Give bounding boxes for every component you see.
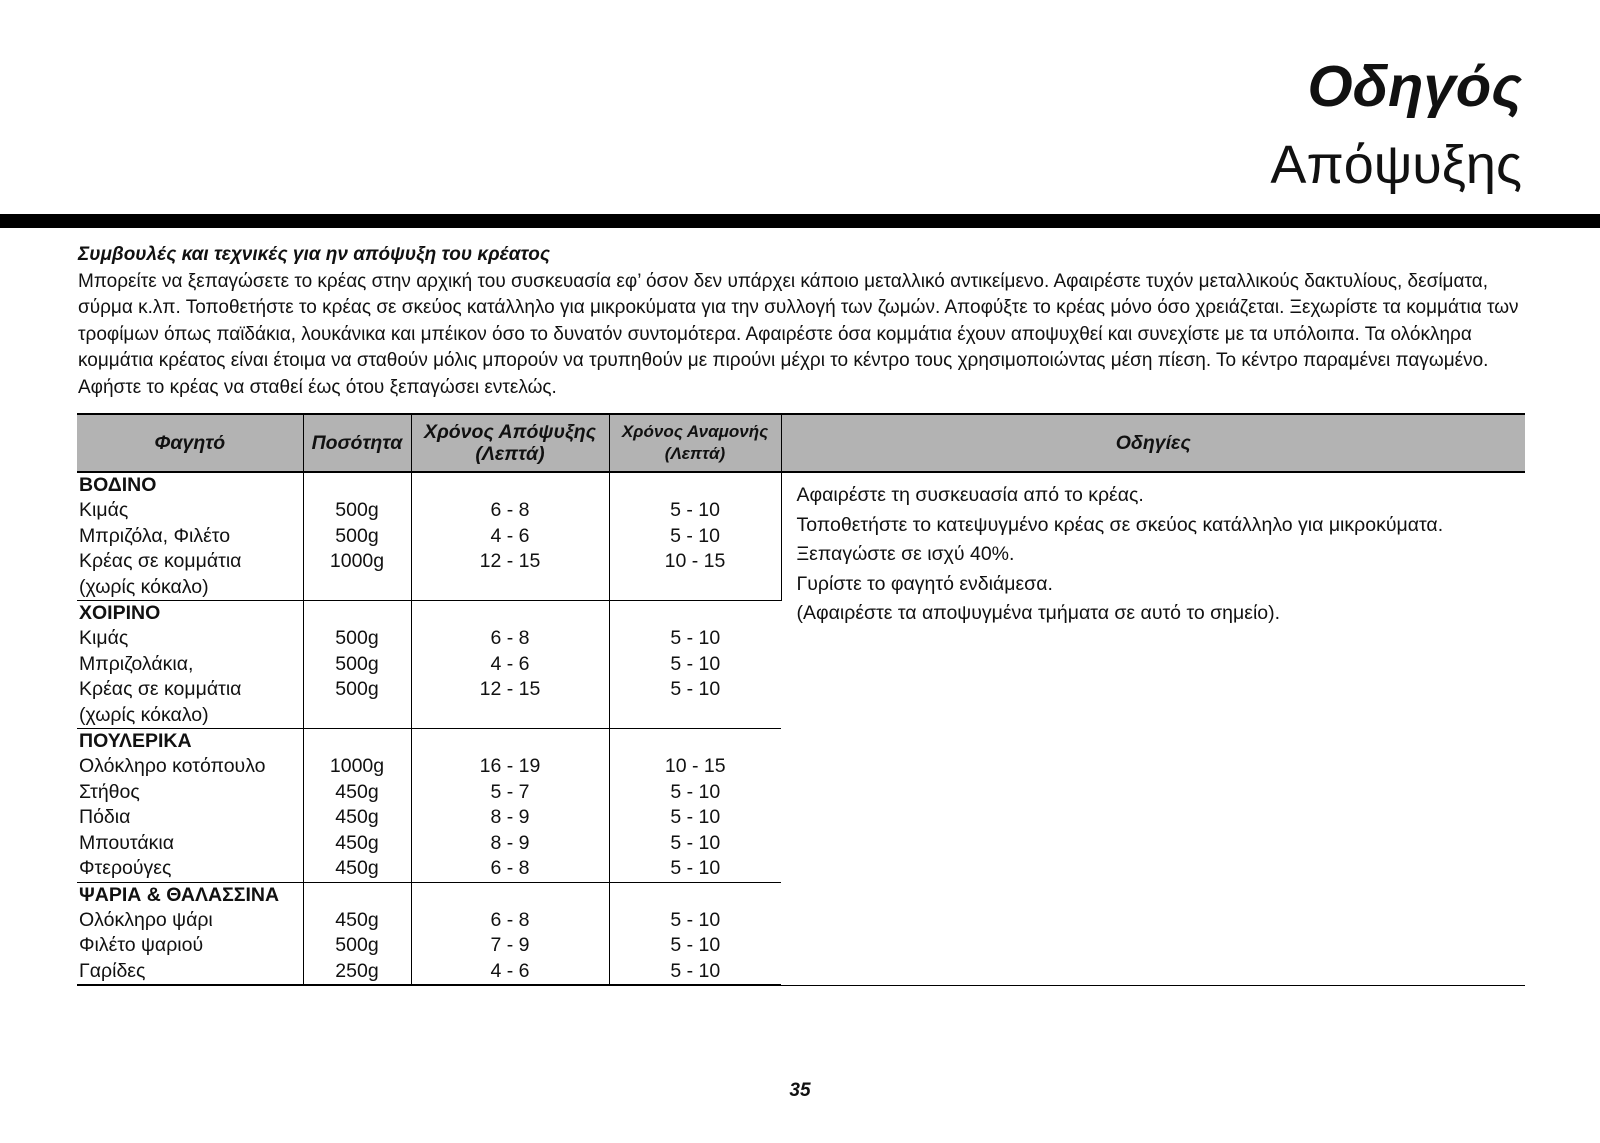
intro-heading: Συμβουλές και τεχνικές για ην απόψυξη του κρέατος: [78, 244, 550, 265]
food-name: Φιλέτο ψαριού: [79, 934, 204, 957]
group-name: ΧΟΙΡΙΝΟ: [79, 602, 161, 625]
food-name: Γαρίδες: [79, 959, 146, 982]
group-name: ΨΑΡΙΑ & ΘΑΛΑΣΣΙΝΑ: [79, 883, 280, 906]
standing-time-value: 5 - 10: [670, 678, 721, 701]
defrost-time-value: 5 - 7: [490, 780, 530, 803]
quantity-value: 500g: [335, 652, 379, 675]
defrost-time-value: 6 - 8: [490, 857, 530, 880]
standing-time-value: 5 - 10: [670, 857, 721, 880]
defrost-time-value: 6 - 8: [490, 499, 530, 522]
header-defrost-time: [411, 414, 609, 472]
defrost-time-cell: [411, 601, 609, 729]
quantity-value: 500g: [335, 627, 379, 650]
standing-time-value: 5 - 10: [670, 652, 721, 675]
standing-time-value: 10 - 15: [664, 755, 726, 778]
standing-time-value: 5 - 10: [670, 524, 720, 547]
header-defrost-unit: (Λεπτά): [475, 443, 545, 465]
quantity-value: 1000g: [329, 550, 385, 573]
food-cell: [77, 601, 303, 729]
intro-section: [78, 242, 1528, 401]
food-name: Κρέας σε κομμάτια: [79, 550, 242, 573]
header-standing-time: [609, 414, 781, 472]
food-name: Ολόκληρο κοτόπουλο: [79, 755, 266, 778]
header-quantity: Ποσότητα: [303, 414, 411, 472]
page-subtitle: Απόψυξης: [1270, 135, 1522, 195]
standing-time-value: 5 - 10: [670, 780, 721, 803]
defrost-time-value: 6 - 8: [490, 908, 530, 931]
defrost-time-value: 4 - 6: [490, 652, 530, 675]
quantity-cell: [303, 729, 411, 882]
quantity-value: 500g: [335, 678, 379, 701]
table-row: [77, 472, 1525, 601]
instruction-line: (Αφαιρέστε τα αποψυγμένα τμήματα σε αυτό το σημείο).: [796, 602, 1281, 624]
quantity-value: 450g: [335, 806, 379, 829]
quantity-value: 450g: [335, 831, 379, 854]
standing-time-value: 5 - 10: [670, 908, 721, 931]
food-name: Κιμάς: [79, 627, 129, 650]
food-name: (χωρίς κόκαλο): [79, 703, 209, 726]
standing-time-value: 10 - 15: [664, 550, 726, 573]
quantity-cell: [303, 472, 411, 601]
defrost-time-value: 7 - 9: [490, 934, 530, 957]
instruction-line: Αφαιρέστε τη συσκευασία από το κρέας.: [796, 484, 1144, 506]
food-name: Μπριζόλα, Φιλέτο: [79, 524, 231, 547]
food-name: Πόδια: [79, 806, 131, 829]
standing-time-value: 5 - 10: [670, 831, 721, 854]
food-name: Φτερούγες: [79, 857, 172, 880]
standing-time-value: 5 - 10: [670, 806, 721, 829]
food-cell: [77, 882, 303, 985]
standing-time-cell: [609, 882, 781, 985]
standing-time-cell: [609, 472, 781, 601]
standing-time-cell: [609, 601, 781, 729]
defrost-time-value: 12 - 15: [479, 678, 541, 701]
quantity-value: 450g: [335, 908, 379, 931]
table-header-row: [77, 414, 1525, 472]
defrost-time-value: 4 - 6: [490, 959, 530, 982]
group-name: ΠΟΥΛΕΡΙΚΑ: [79, 730, 192, 753]
standing-time-cell: [609, 729, 781, 882]
instructions-cell: [781, 472, 1525, 985]
quantity-value: 1000g: [329, 755, 385, 778]
defrost-time-value: 6 - 8: [490, 627, 530, 650]
quantity-value: 250g: [335, 959, 379, 982]
food-name: Μπουτάκια: [79, 831, 174, 854]
defrost-time-cell: [411, 729, 609, 882]
header-rule: [0, 214, 1600, 228]
defrost-guide-table: [77, 413, 1525, 986]
defrost-time-value: 16 - 19: [479, 755, 541, 778]
food-name: Κιμάς: [79, 499, 129, 522]
quantity-value: 450g: [335, 857, 379, 880]
standing-time-value: 5 - 10: [670, 934, 721, 957]
header-food: Φαγητό: [77, 414, 303, 472]
instruction-line: Τοποθετήστε το κατεψυγμένο κρέας σε σκεύος κατάλληλο για μικροκύματα.: [796, 513, 1444, 536]
header-instructions: Οδηγίες: [781, 414, 1525, 472]
quantity-value: 500g: [335, 524, 379, 547]
quantity-value: 500g: [335, 499, 379, 522]
food-name: Κρέας σε κομμάτια: [79, 678, 242, 701]
quantity-value: 500g: [335, 934, 379, 957]
page-number: 35: [789, 1080, 811, 1101]
group-name: ΒΟΔΙΝΟ: [79, 474, 157, 496]
food-cell: [77, 472, 303, 601]
standing-time-value: 5 - 10: [670, 499, 720, 522]
defrost-time-value: 8 - 9: [490, 806, 530, 829]
defrost-time-value: 12 - 15: [479, 550, 541, 573]
quantity-value: 450g: [335, 780, 379, 803]
food-name: Μπριζολάκια,: [79, 652, 194, 675]
header-defrost-label: Χρόνος Απόψυξης: [423, 421, 597, 443]
standing-time-value: 5 - 10: [670, 627, 721, 650]
defrost-time-value: 4 - 6: [490, 524, 530, 547]
instruction-line: Γυρίστε το φαγητό ενδιάμεσα.: [796, 572, 1053, 595]
defrost-time-cell: [411, 472, 609, 601]
header-standing-label: Χρόνος Αναμονής: [621, 422, 769, 441]
food-name: Στήθος: [79, 780, 140, 803]
quantity-cell: [303, 882, 411, 985]
defrost-time-value: 8 - 9: [490, 831, 530, 854]
page-title: Οδηγός: [1307, 54, 1522, 119]
instruction-line: Ξεπαγώστε σε ισχύ 40%.: [796, 543, 1015, 565]
intro-body: Μπορείτε να ξεπαγώσετε το κρέας στην αρχική του συσκευασία εφ’ όσον δεν υπάρχει κάποιο μεταλλικό αντικείμενο. Αφαιρέστε τυχόν μεταλλικούς δακτυλίους, δεσίματα, σύρμα κ.λπ. Τοποθετήστε το κρέας σε σκεύος κατάλληλο για μικροκύματα για την συλλογή των ζωμών. Αποφύξτε το κρέας μόνο όσο χρειάζεται. Ξεχωρίστε τα κομμάτια των τροφίμων όπως παϊδάκια, λουκάνικα και μπέικον όσο το δυνατόν συντομότερα. Αφαιρέστε όσα κομμάτια έχουν αποψυχθεί και συνεχίστε με τα υπόλοιπα. Τα ολόκληρα κομμάτια κρέατος είναι έτοιμα να σταθούν μόλις μπορούν να τρυπηθούν με πιρούνι μέχρι το κέντρο τους χρησιμοποιώντας μέση πίεση. Το κέντρο παραμένει παγωμένο. Αφήστε το κρέας να σταθεί έως ότου ξεπαγώσει εντελώς.: [78, 270, 1519, 398]
quantity-cell: [303, 601, 411, 729]
standing-time-value: 5 - 10: [670, 959, 721, 982]
header-standing-unit: (Λεπτά): [664, 444, 726, 463]
food-name: (χωρίς κόκαλο): [79, 575, 209, 598]
food-name: Ολόκληρο ψάρι: [79, 908, 213, 931]
food-cell: [77, 729, 303, 882]
defrost-time-cell: [411, 882, 609, 985]
